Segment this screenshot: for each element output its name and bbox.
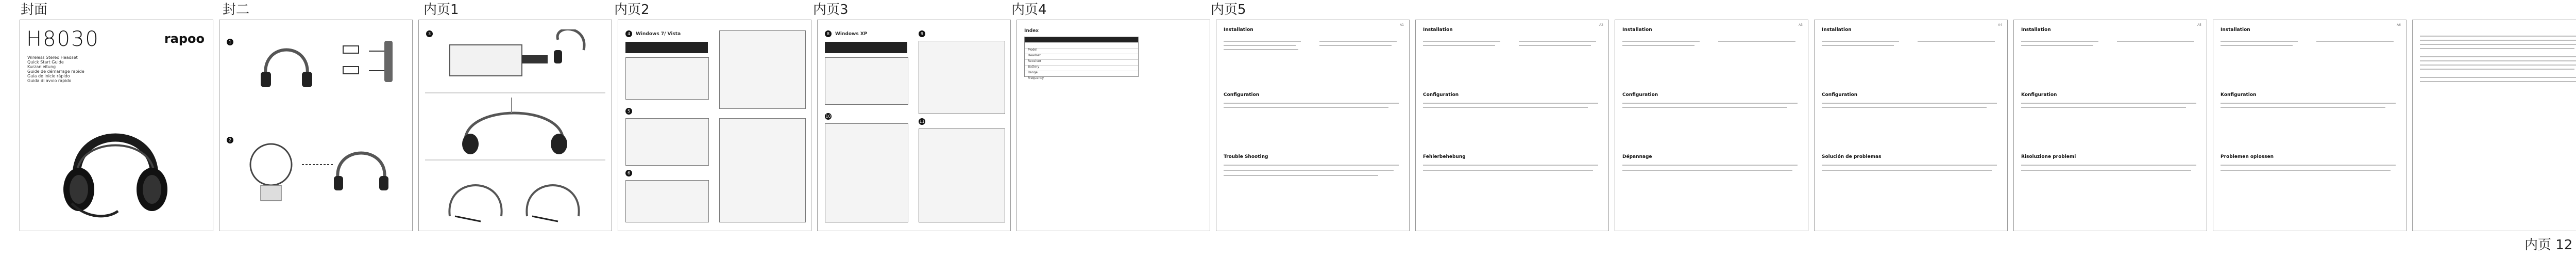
label-inner3: 内页3 [813, 2, 849, 18]
page-number: A6 [2397, 23, 2401, 27]
page-number: A3 [1799, 23, 1803, 27]
index-row-5: Range [1028, 71, 1038, 74]
page-text-4 [1814, 20, 2008, 231]
index-row-6: Frequency [1028, 76, 1044, 80]
trouble-title: Trouble Shooting [1224, 154, 1268, 159]
page-text-5 [2013, 20, 2207, 231]
page-text-3 [1615, 20, 1808, 231]
trouble-title: Dépannage [1622, 154, 1652, 159]
usb-connect-illustration [439, 29, 594, 86]
label-inner4: 内页4 [1011, 2, 1047, 18]
step-11-icon: 11 [919, 119, 925, 124]
cover-subtitle-2: Quick Start Guide [27, 60, 64, 65]
page-inner4 [1016, 20, 1210, 231]
index-row-1: Model [1028, 48, 1038, 52]
cover-subtitle-3: Kurzanleitung [27, 65, 56, 69]
config-title: Konfiguration [2021, 92, 2057, 98]
section-title: Installation [1423, 27, 1453, 33]
mic-position-illustration [439, 165, 594, 227]
windows7-label: Windows 7/ Vista [636, 31, 681, 37]
headset-step-illustration [256, 30, 317, 98]
section-title: Installation [1622, 27, 1652, 33]
page-cover2 [219, 20, 413, 231]
page-inner2 [618, 20, 811, 231]
step-2-icon: 2 [227, 137, 233, 143]
label-inner5: 内页5 [1211, 2, 1246, 18]
label-inner2: 内页2 [614, 2, 650, 18]
config-title: Konfiguration [2221, 92, 2257, 98]
step-5-icon: 5 [625, 108, 632, 115]
cover-brand: rapoo [164, 31, 205, 46]
cover-subtitle-5: Guía de inicio rápido [27, 74, 70, 78]
section-title: Installation [2221, 27, 2250, 33]
section-title: Installation [1822, 27, 1852, 33]
label-inner12: 内页 12 [2524, 237, 2573, 253]
cover-subtitle-6: Guida di avvio rapido [27, 78, 72, 83]
label-inner1: 内页1 [423, 2, 459, 18]
config-title: Configuration [1622, 92, 1658, 98]
windowsxp-label: Windows XP [835, 31, 868, 37]
headset-image [56, 103, 175, 221]
cover-subtitle-1: Wireless Stereo Headset [27, 55, 78, 60]
pairing-illustration [240, 134, 400, 216]
step-4-icon: 4 [625, 30, 632, 37]
step-3-icon: 3 [426, 30, 433, 37]
page-inner3 [817, 20, 1011, 231]
page-inner1 [418, 20, 612, 231]
trouble-title: Solución de problemas [1822, 154, 1882, 159]
cover-model: H8030 [26, 27, 99, 51]
step-6-icon: 6 [625, 170, 632, 176]
config-title: Configuration [1822, 92, 1858, 98]
index-table [1024, 37, 1139, 80]
label-cover: 封面 [21, 2, 48, 18]
page-text-1 [1216, 20, 1410, 231]
page-number: A5 [2197, 23, 2201, 27]
index-row-2: Headset [1028, 54, 1041, 57]
page-number: A1 [1400, 23, 1404, 27]
page-number: A2 [1599, 23, 1603, 27]
headset-adjust-illustration [450, 98, 584, 154]
step-1-icon: 1 [227, 39, 233, 45]
section-title: Installation [1224, 27, 1253, 33]
trouble-title: Fehlerbehebung [1423, 154, 1466, 159]
config-title: Configuration [1423, 92, 1459, 98]
trouble-title: Risoluzione problemi [2021, 154, 2076, 159]
section-title: Installation [2021, 27, 2051, 33]
page-text-2 [1415, 20, 1609, 231]
index-title: Index [1024, 28, 1039, 34]
label-cover2: 封二 [223, 2, 250, 18]
index-row-3: Receiver [1028, 59, 1041, 63]
step-8-icon: 8 [825, 30, 832, 37]
index-row-4: Battery [1028, 65, 1040, 69]
trouble-title: Problemen oplossen [2221, 154, 2274, 159]
page-inner12 [2412, 20, 2576, 231]
step-10-icon: 10 [825, 114, 831, 119]
cover-subtitle-4: Guide de démarrage rapide [27, 69, 84, 74]
battery-illustration [338, 36, 400, 92]
config-title: Configuration [1224, 92, 1260, 98]
page-cover [20, 20, 213, 231]
step-9-icon: 9 [919, 30, 925, 37]
page-text-6 [2213, 20, 2406, 231]
page-number: A4 [1998, 23, 2002, 27]
